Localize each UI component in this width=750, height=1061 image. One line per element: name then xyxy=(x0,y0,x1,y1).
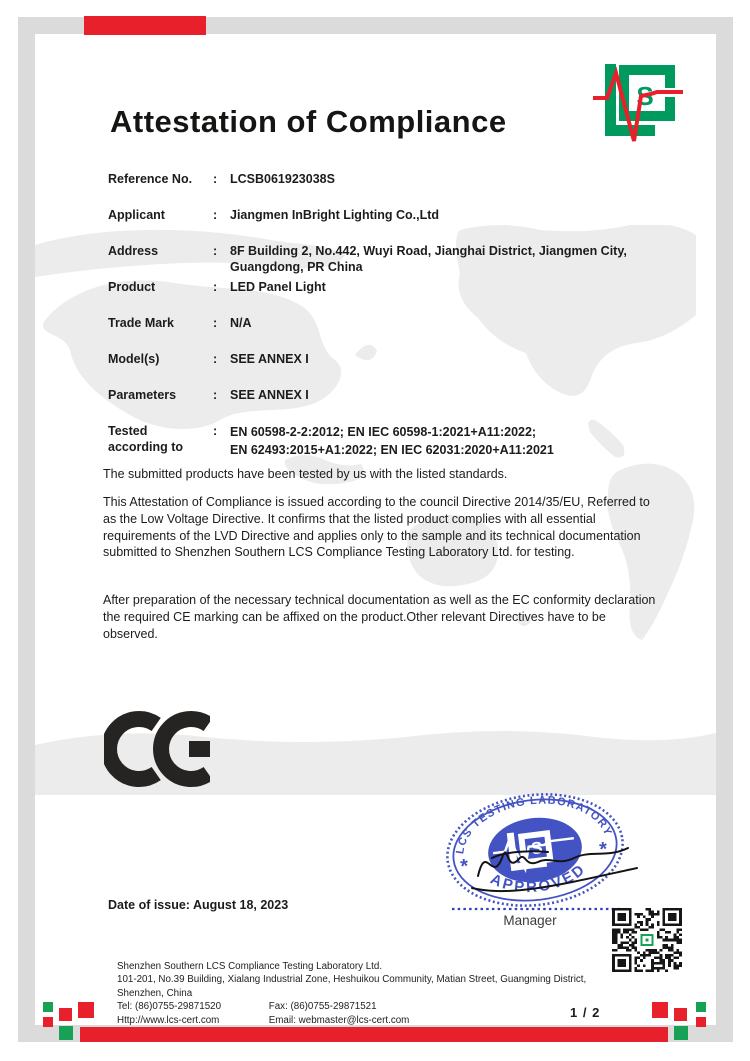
field-value: N/A xyxy=(230,316,252,330)
qr-center-logo xyxy=(639,933,655,948)
standard-line: EN 60598-2-2:2012; EN IEC 60598-1:2021+A11:2022; xyxy=(230,425,537,439)
field-colon: : xyxy=(213,388,218,402)
stamp-star-left: * xyxy=(459,855,470,879)
field-label: Reference No. xyxy=(108,172,193,186)
decor-square xyxy=(78,1002,94,1018)
footer-email[interactable]: Email: webmaster@lcs-cert.com xyxy=(268,1014,410,1026)
field-colon: : xyxy=(213,208,218,222)
stamp-star-right: * xyxy=(598,838,609,862)
field-label: Trade Mark xyxy=(108,316,175,330)
footer-tel-fax-line xyxy=(117,1000,586,1013)
field-value: LED Panel Light xyxy=(230,280,326,294)
page-title: Attestation of Compliance xyxy=(110,104,507,139)
decor-square xyxy=(674,1026,688,1040)
page-number: 1 / 2 xyxy=(570,1005,601,1020)
decor-square xyxy=(674,1008,687,1021)
field-label: Address xyxy=(108,244,159,258)
logo-letter: S xyxy=(636,81,654,111)
stamp-arc-top-text: LCS TESTING LABORATORY xyxy=(454,794,615,855)
field-label: Tested according to xyxy=(108,424,184,454)
footer-website[interactable]: Http://www.lcs-cert.com xyxy=(117,1014,220,1026)
standard-line: EN 62493:2015+A1:2022; EN IEC 62031:2020+A11:2021 xyxy=(230,443,554,457)
paragraph-directive-statement: This Attestation of Compliance is issued according to the council Directive 2014/35/EU, Referred to as the Low Voltage Directive. It confirms that the listed product complies with all essential requirements of the LVD Directive and applies only to the sample and its technical documentation submitted to Shenzhen Southern LCS Compliance Testing Laboratory Ltd. for testing. xyxy=(103,495,650,560)
field-value xyxy=(230,423,650,459)
field-label: Parameters xyxy=(108,388,177,402)
field-value: Jiangmen InBright Lighting Co.,Ltd xyxy=(230,208,440,222)
field-colon: : xyxy=(213,424,218,438)
field-colon: : xyxy=(213,316,218,330)
field-colon: : xyxy=(213,172,218,186)
approval-stamp-icon xyxy=(432,792,644,927)
footer-address-line2: Shenzhen, China xyxy=(117,987,193,999)
stamp-center-letter: S xyxy=(530,838,544,859)
top-red-accent-bar xyxy=(84,16,206,35)
signer-title: Manager xyxy=(503,913,557,928)
footer-company: Shenzhen Southern LCS Compliance Testing Laboratory Ltd. xyxy=(117,961,383,972)
decor-square xyxy=(43,1017,53,1027)
field-colon: : xyxy=(213,280,218,294)
date-of-issue: Date of issue: August 18, 2023 xyxy=(108,898,289,912)
decor-square xyxy=(59,1026,73,1040)
field-colon: : xyxy=(213,352,218,366)
footer-contact-block xyxy=(117,960,586,1027)
footer-address-line1: 101-201, No.39 Building, Xialang Industrial Zone, Heshuikou Community, Matian Street, Guangming District, xyxy=(117,974,587,986)
field-label: Applicant xyxy=(108,208,165,222)
footer-web-email-line xyxy=(117,1014,586,1027)
field-value: SEE ANNEX I xyxy=(230,352,309,366)
field-label: Model(s) xyxy=(108,352,160,366)
decor-square xyxy=(59,1008,72,1021)
decor-square xyxy=(43,1002,53,1012)
paragraph-tested-statement: The submitted products have been tested by us with the listed standards. xyxy=(103,467,508,481)
paragraph-ce-statement: After preparation of the necessary technical documentation as well as the EC conformity declaration the required CE marking can be affixed on the product.Other relevant Directives have to be observed. xyxy=(103,593,656,641)
field-value: LCSB061923038S xyxy=(230,172,335,186)
decor-square xyxy=(696,1017,706,1027)
footer-fax: Fax: (86)0755-29871521 xyxy=(268,1001,377,1013)
decor-square xyxy=(696,1002,706,1012)
lcs-logo xyxy=(593,58,683,150)
footer-tel: Tel: (86)0755-29871520 xyxy=(117,1001,222,1013)
decor-square xyxy=(652,1002,668,1018)
field-value: 8F Building 2, No.442, Wuyi Road, Jianghai District, Jiangmen City, Guangdong, PR China xyxy=(230,244,627,274)
field-value: SEE ANNEX I xyxy=(230,388,309,402)
field-label: Product xyxy=(108,280,156,294)
bottom-red-accent-bar xyxy=(80,1027,668,1042)
stamp-arc-bottom-text: APPROVED xyxy=(487,860,590,897)
field-colon: : xyxy=(213,244,218,258)
qr-code-icon xyxy=(612,908,682,972)
ce-mark-icon xyxy=(104,710,210,788)
